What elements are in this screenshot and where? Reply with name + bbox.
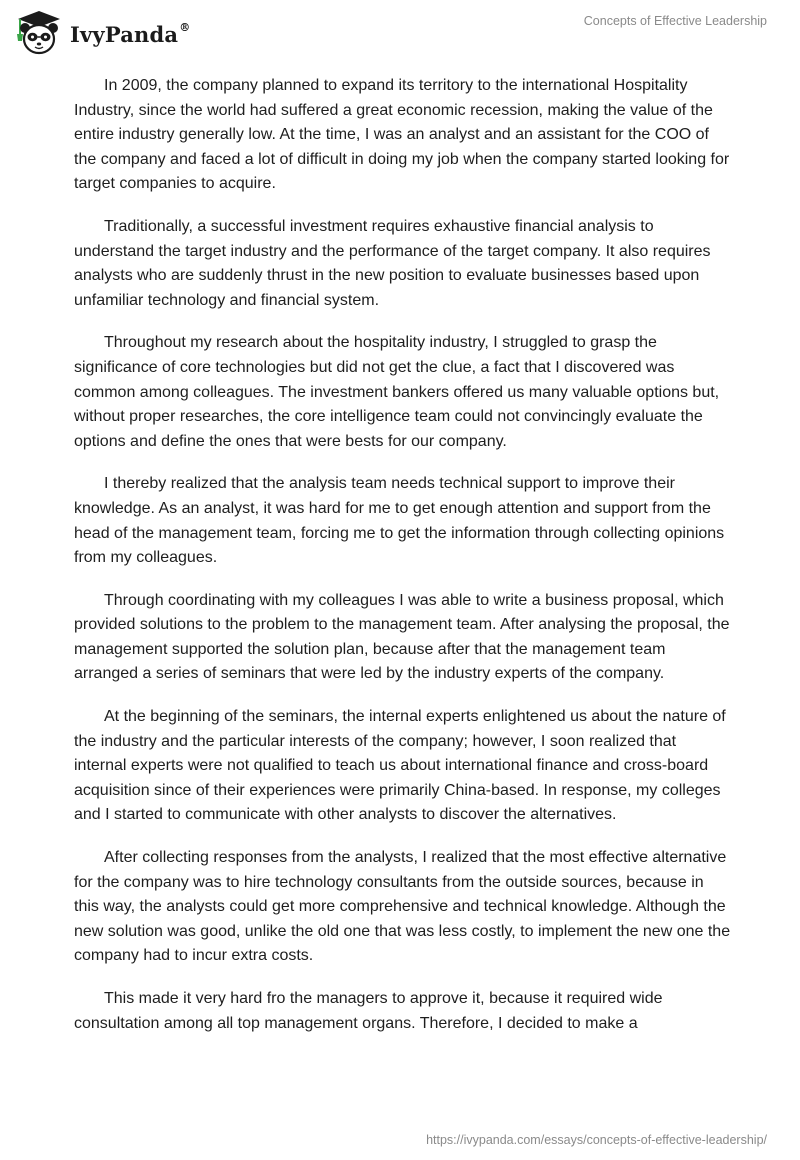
paragraph: In 2009, the company planned to expand its territory to the international Hospitality Industry, since the world had suffered a great economic recession, making the value of the entire industry generally low. At the time, I was an analyst and an assistant for the COO of the company and faced a lot of difficult in doing my job when the company started looking for target companies to acquire.	[74, 77, 730, 193]
document-title: Concepts of Effective Leadership	[583, 14, 767, 28]
essay-body	[74, 74, 732, 1054]
brand-logo[interactable]	[14, 8, 190, 58]
paragraph: Throughout my research about the hospitality industry, I struggled to grasp the significance of core technologies but did not get the clue, a fact that I discovered was common among colleagues. The investment bankers offered us many valuable options but, without proper researches, the core intelligence team could not convincingly evaluate the options and define the ones that were bests for our company.	[74, 334, 720, 450]
registered-mark: ®	[179, 20, 191, 34]
brand-name: IvyPanda®	[70, 20, 191, 47]
paragraph: Through coordinating with my colleagues I was able to write a business proposal, which provided solutions to the problem to the management team. After analysing the proposal, the management supported the solution plan, because after that the management team arranged a series of seminars that were led by the industry experts of the company.	[74, 591, 730, 683]
source-url[interactable]: https://ivypanda.com/essays/concepts-of-effective-leadership/	[426, 1133, 767, 1147]
paragraph: I thereby realized that the analysis team needs technical support to improve their knowledge. As an analyst, it was hard for me to get enough attention and support from the head of the management team, forcing me to get the information through collecting opinions from my colleagues.	[74, 475, 725, 567]
paragraph: Traditionally, a successful investment requires exhaustive financial analysis to understand the target industry and the performance of the target company. It also requires analysts who are suddenly thrust in the new position to evaluate businesses based upon unfamiliar technology and financial system.	[74, 217, 711, 309]
panda-graduate-icon	[14, 8, 64, 58]
page-header	[0, 0, 800, 70]
paragraph: This made it very hard fro the managers to approve it, because it required wide consultation among all top management organs. Therefore, I decided to make a	[74, 990, 663, 1032]
paragraph: After collecting responses from the analysts, I realized that the most effective alternative for the company was to hire technology consultants from the outside sources, because in this way, the analysts could get more comprehensive and technical knowledge. Although the new solution was good, unlike the old one that was less costly, to implement the new one the company had to incur extra costs.	[74, 849, 731, 965]
paragraph: At the beginning of the seminars, the internal experts enlightened us about the nature of the industry and the particular interests of the company; however, I soon realized that internal experts were not qualified to teach us about international finance and cross-board acquisition since of their experiences were primarily China-based. In response, my colleges and I started to communicate with other analysts to discover the alternatives.	[74, 708, 726, 824]
